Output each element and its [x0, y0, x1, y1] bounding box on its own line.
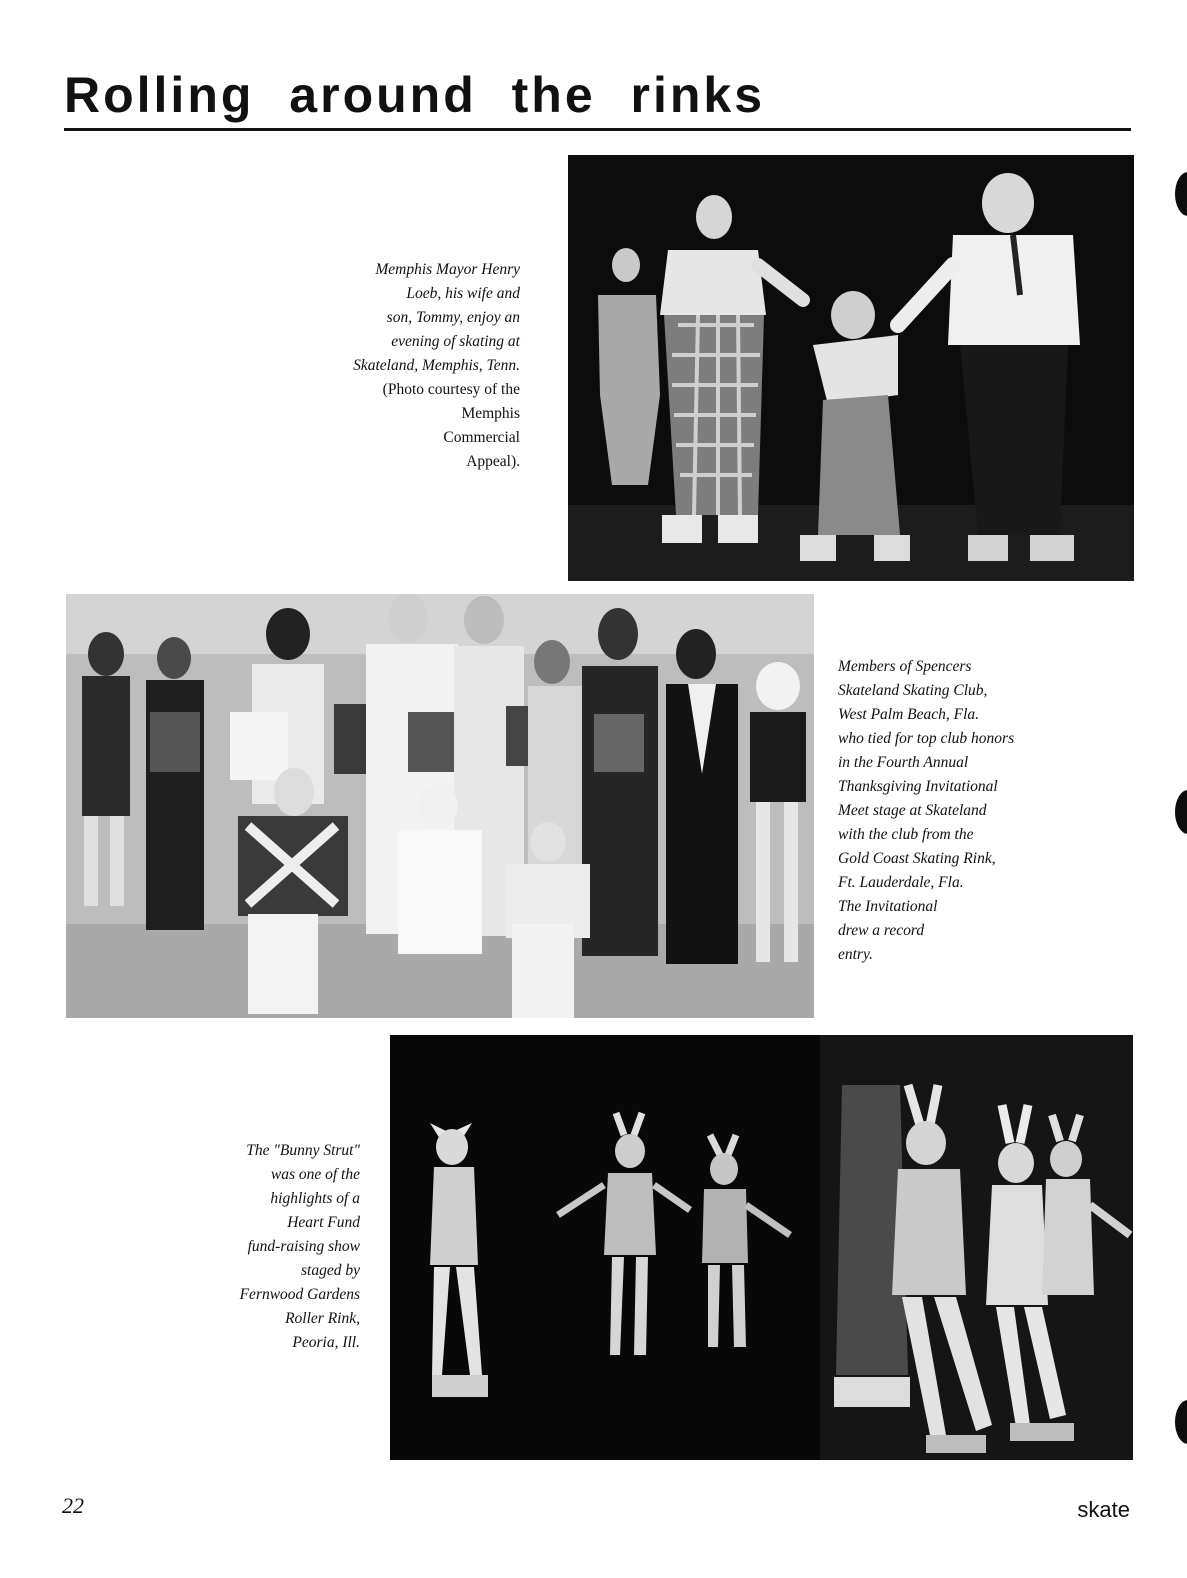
caption-line: Fernwood Gardens [239, 1286, 360, 1303]
caption-line: with the club from the [838, 826, 974, 843]
caption-line: was one of the [270, 1166, 360, 1183]
caption-line: The Invitational [838, 898, 938, 915]
punch-hole [1175, 172, 1187, 216]
caption-line: Gold Coast Skating Rink, [838, 850, 996, 867]
page-title: Rolling around the rinks [64, 67, 766, 123]
caption-line: Memphis Mayor Henry [375, 261, 520, 278]
photo-mayor-family [568, 155, 1134, 581]
page-number: 22 [62, 1493, 84, 1518]
photo-bunny-strut [390, 1035, 1133, 1460]
caption-line: fund-raising show [247, 1238, 360, 1255]
caption-line: Heart Fund [287, 1214, 360, 1231]
photo-credit-line: Memphis [461, 405, 520, 422]
caption-line: Peoria, Ill. [292, 1334, 360, 1351]
magazine-name: skate [1077, 1497, 1130, 1522]
caption-line: drew a record [838, 922, 925, 939]
caption-bunny-strut [160, 1139, 360, 1355]
caption-line: son, Tommy, enjoy an [386, 309, 520, 326]
caption-line: Members of Spencers [838, 658, 972, 675]
caption-line: Thanksgiving Invitational [838, 778, 998, 795]
caption-line: Ft. Lauderdale, Fla. [838, 874, 964, 891]
caption-line: West Palm Beach, Fla. [838, 706, 980, 723]
caption-line: Roller Rink, [285, 1310, 360, 1327]
caption-line: Skateland, Memphis, Tenn. [353, 357, 520, 374]
caption-line: in the Fourth Annual [838, 754, 969, 771]
punch-hole [1175, 790, 1187, 834]
caption-mayor-family [300, 258, 520, 474]
caption-line: Loeb, his wife and [406, 285, 520, 302]
photo-skating-club [66, 594, 814, 1018]
title-rule [64, 128, 1131, 131]
caption-skating-club [838, 655, 1108, 967]
caption-line: highlights of a [270, 1190, 360, 1207]
caption-line: Skateland Skating Club, [838, 682, 988, 699]
caption-line: entry. [838, 946, 873, 963]
caption-line: The "Bunny Strut" [246, 1142, 360, 1159]
caption-line: who tied for top club honors [838, 730, 1015, 747]
caption-line: staged by [301, 1262, 360, 1279]
caption-line: Meet stage at Skateland [838, 802, 987, 819]
photo-credit-line: Appeal). [466, 453, 520, 470]
photo-credit-line: (Photo courtesy of the [382, 381, 520, 398]
caption-line: evening of skating at [391, 333, 520, 350]
photo-credit-line: Commercial [443, 429, 520, 446]
punch-hole [1175, 1400, 1187, 1444]
